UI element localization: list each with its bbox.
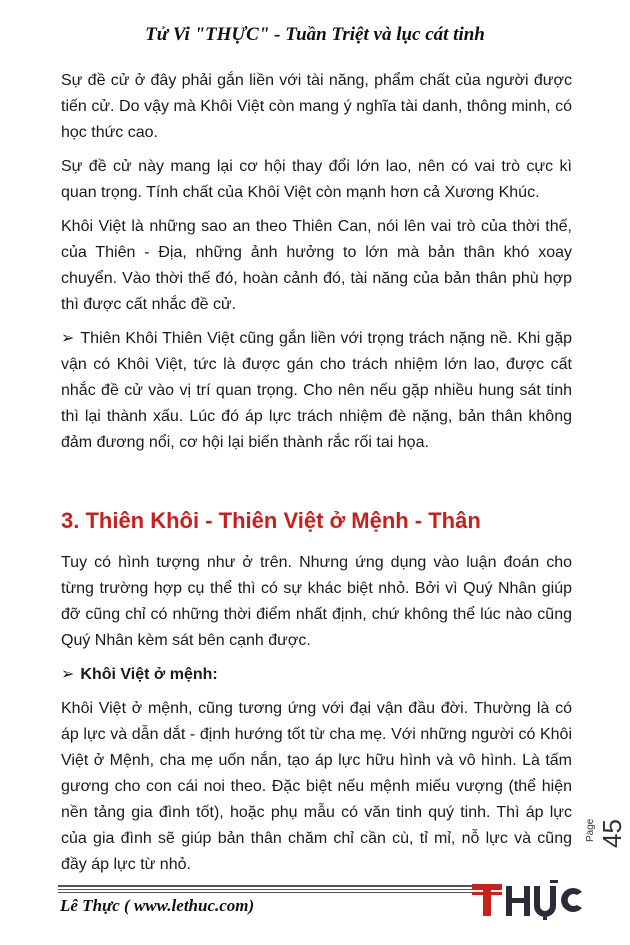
page-body	[61, 68, 572, 886]
arrow-bullet-icon: ➢	[61, 330, 75, 347]
section-intro: Tuy có hình tượng như ở trên. Nhưng ứng dụng vào luận đoán cho từng trường hợp cụ thể thì có sự khác biệt nhỏ. Bởi vì Quý Nhân giúp đỡ cũng chỉ có những thời điểm nhất định, chứ không thể lúc nào cũng Quý Nhân kèm sát bên cạnh được.	[61, 554, 572, 649]
paragraph: Sự đề cử ở đây phải gắn liền với tài năng, phẩm chất của người được tiến cử. Do vậy mà Khôi Việt còn mang ý nghĩa tài danh, thông minh, có học thức cao.	[61, 72, 572, 141]
page-label: Page	[585, 818, 596, 842]
section-body: Khôi Việt ở mệnh, cũng tương ứng với đại vận đầu đời. Thường là có áp lực và dẫn dắt - định hướng tốt từ cha mẹ. Với những người có Khôi Việt ở Mệnh, cha mẹ uốn nắn, tạo áp lực hữu hình và vô hình. Là tấm gương cho con cái noi theo. Đặc biệt nếu mệnh miếu vượng (thể hiện nền tảng gia đình tốt), hoặc phụ mẫu có văn tinh quý tinh. Thì áp lực của gia đình sẽ giúp bản thân chăm chỉ cần cù, tỉ mỉ, nỗ lực và cũng đầy áp lực từ nhỏ.	[61, 700, 572, 873]
section-heading: 3. Thiên Khôi - Thiên Việt ở Mệnh - Thân	[61, 508, 481, 533]
paragraph: Khôi Việt là những sao an theo Thiên Can, nói lên vai trò của thời thế, của Thiên - Địa, những ảnh hưởng to lớn mà bản thân khó xoay chuyển. Vào thời thế đó, hoàn cảnh đó, tài năng của bản thân phù hợp thì được cất nhắc đề cử.	[61, 218, 572, 313]
footer-author: Lê Thực ( www.lethuc.com)	[60, 896, 255, 915]
page-number	[585, 808, 627, 878]
bullet-paragraph	[61, 326, 572, 456]
footer-divider	[58, 885, 478, 895]
arrow-bullet-icon: ➢	[61, 666, 75, 683]
page-number-value: 45	[597, 819, 627, 848]
subheading	[61, 662, 572, 688]
running-header: Tử Vi "THỰC" - Tuần Triệt và lục cát tinh	[145, 24, 485, 45]
bullet-text: Thiên Khôi Thiên Việt cũng gắn liền với trọng trách nặng nề. Khi gặp vận có Khôi Việt, tức là được gán cho trách nhiệm lớn lao, được cất nhắc đề cử vào vị trí quan trọng. Cho nên nếu gặp nhiều hung sát tinh thì lại thành xấu. Lúc đó áp lực trách nhiệm đè nặng, bản thân không đảm đương nổi, cơ hội lại biến thành rắc rối tai họa.	[61, 330, 572, 451]
paragraph: Sự đề cử này mang lại cơ hội thay đổi lớn lao, nên có vai trò cực kì quan trọng. Tính chất của Khôi Việt còn mạnh hơn cả Xương Khúc.	[61, 158, 572, 201]
thuc-logo	[472, 880, 590, 920]
subheading-text: Khôi Việt ở mệnh:	[80, 666, 218, 683]
